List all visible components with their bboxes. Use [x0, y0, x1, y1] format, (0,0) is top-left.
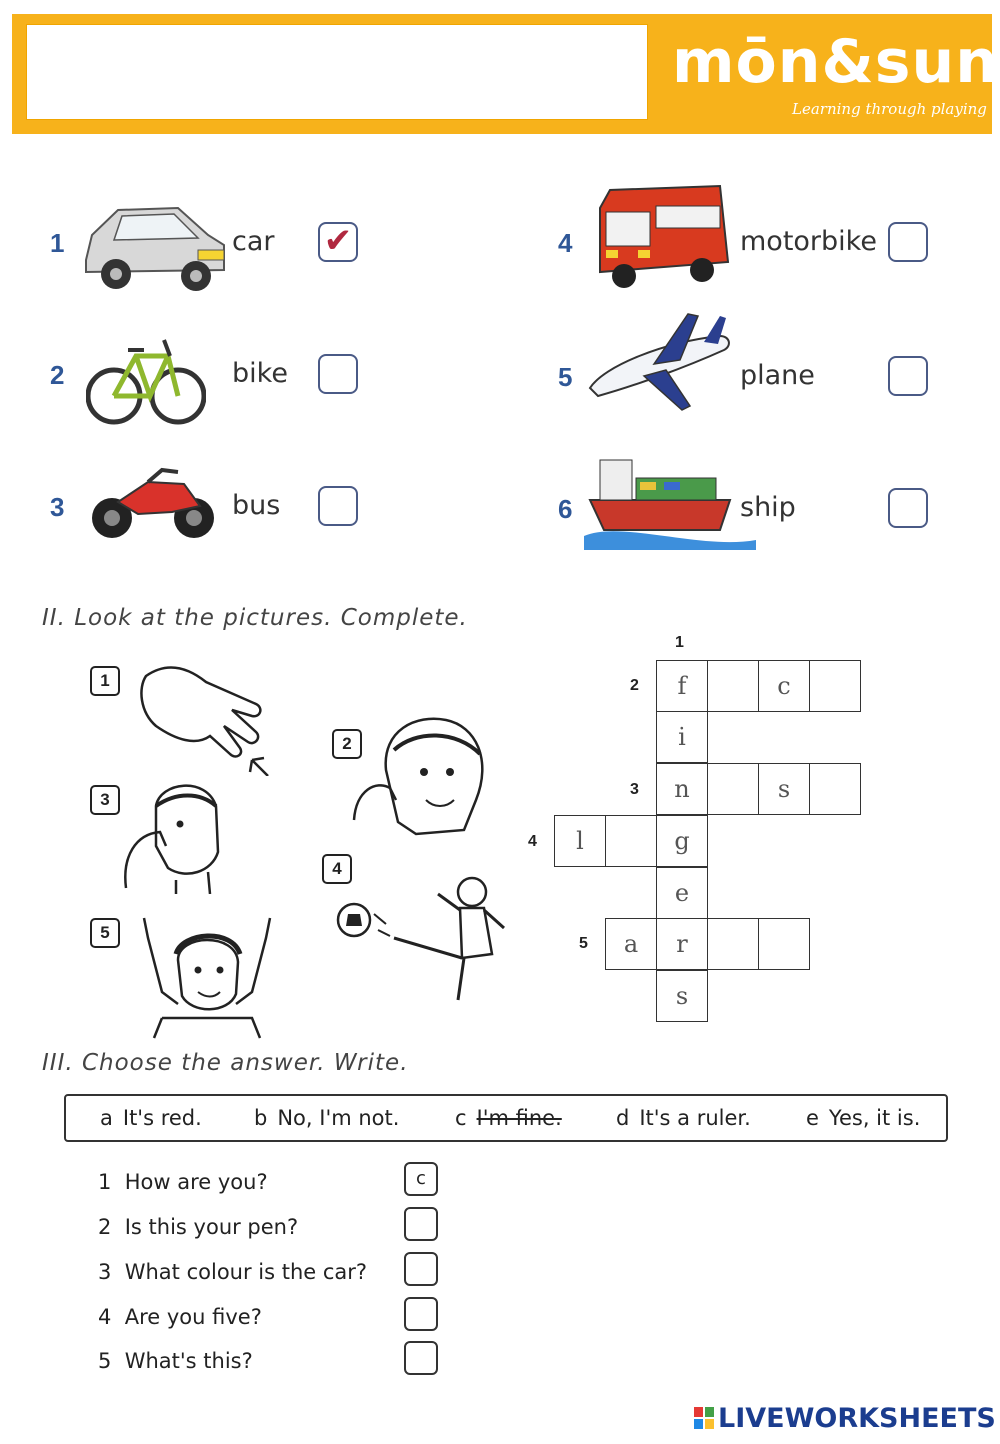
boy-arms-icon: [132, 908, 282, 1040]
crossword-cell[interactable]: [707, 660, 759, 712]
crossword-number: 2: [630, 677, 639, 694]
liveworksheets-logo: LIVEWORKSHEETS: [718, 1403, 996, 1434]
crossword-number: 1: [675, 634, 684, 651]
motorbike-icon: [88, 462, 218, 542]
item-number: 1: [50, 228, 65, 258]
question: 5 What's this?: [98, 1349, 253, 1373]
item-word: ship: [740, 492, 796, 523]
item-number: 6: [558, 494, 573, 524]
check-mark-icon: ✔: [323, 221, 353, 261]
answer-option: d It's a ruler.: [616, 1106, 751, 1130]
answer-option: c I'm fine.: [455, 1106, 562, 1130]
crossword-number: 4: [528, 833, 537, 850]
question: 4 Are you five?: [98, 1305, 262, 1329]
crossword-cell[interactable]: s: [656, 970, 708, 1022]
crossword-cell[interactable]: i: [656, 711, 708, 763]
bus-icon: [590, 182, 730, 298]
question: 2 Is this your pen?: [98, 1215, 299, 1239]
crossword-cell[interactable]: [707, 918, 759, 970]
picture-number: 3: [90, 785, 120, 815]
crossword-cell[interactable]: f: [656, 660, 708, 712]
crossword-cell[interactable]: s: [758, 763, 810, 815]
item-word: plane: [740, 360, 815, 391]
bicycle-icon: [86, 326, 206, 430]
section-3-heading: III. Choose the answer. Write.: [42, 1050, 409, 1076]
plane-icon: [584, 306, 734, 418]
answer-checkbox[interactable]: [888, 222, 928, 262]
answer-checkbox[interactable]: [318, 486, 358, 526]
picture-number: 5: [90, 918, 120, 948]
answer-option: a It's red.: [100, 1106, 202, 1130]
crossword-cell[interactable]: r: [656, 918, 708, 970]
answer-input[interactable]: [404, 1341, 438, 1375]
answer-option: b No, I'm not.: [254, 1106, 400, 1130]
hand-fingers-icon: [136, 656, 276, 776]
item-number: 3: [50, 492, 65, 522]
answer-checkbox[interactable]: [318, 354, 358, 394]
name-field[interactable]: [26, 24, 648, 120]
crossword-cell[interactable]: c: [758, 660, 810, 712]
answer-input[interactable]: [404, 1297, 438, 1331]
answer-input[interactable]: c: [404, 1162, 438, 1196]
picture-number: 1: [90, 666, 120, 696]
section-2-heading: II. Look at the pictures. Complete.: [42, 605, 468, 631]
item-word: bike: [232, 358, 288, 389]
crossword-cell[interactable]: [809, 660, 861, 712]
boy-nose-icon: [116, 776, 226, 894]
crossword-number: 3: [630, 781, 639, 798]
question: 1 How are you?: [98, 1170, 268, 1194]
brand-logo: mōn&sun: [672, 27, 999, 97]
question: 3 What colour is the car?: [98, 1260, 368, 1284]
crossword-cell[interactable]: g: [656, 815, 708, 867]
item-word: bus: [232, 490, 281, 521]
crossword-cell[interactable]: a: [605, 918, 657, 970]
answer-checkbox[interactable]: [888, 488, 928, 528]
item-number: 4: [558, 228, 573, 258]
answer-checkbox[interactable]: [888, 356, 928, 396]
item-word: motorbike: [740, 226, 877, 257]
crossword-cell[interactable]: [707, 763, 759, 815]
crossword-cell[interactable]: [809, 763, 861, 815]
item-number: 5: [558, 362, 573, 392]
answer-input[interactable]: [404, 1207, 438, 1241]
crossword-cell[interactable]: [605, 815, 657, 867]
picture-number: 4: [322, 854, 352, 884]
item-number: 2: [50, 360, 65, 390]
crossword-number: 5: [579, 935, 588, 952]
liveworksheets-logo-icon: [694, 1407, 714, 1429]
picture-number: 2: [332, 729, 362, 759]
item-word: car: [232, 226, 275, 257]
ship-icon: [580, 440, 760, 552]
answer-option: e Yes, it is.: [806, 1106, 921, 1130]
answer-checkbox[interactable]: [318, 222, 358, 262]
crossword-cell[interactable]: [758, 918, 810, 970]
girl-ear-icon: [346, 710, 496, 836]
brand-tagline: Learning through playing: [792, 100, 987, 118]
crossword-cell[interactable]: e: [656, 867, 708, 919]
boy-kicking-ball-icon: [334, 874, 514, 1006]
crossword-cell[interactable]: n: [656, 763, 708, 815]
crossword-cell[interactable]: l: [554, 815, 606, 867]
answer-input[interactable]: [404, 1252, 438, 1286]
car-icon: [78, 190, 228, 300]
